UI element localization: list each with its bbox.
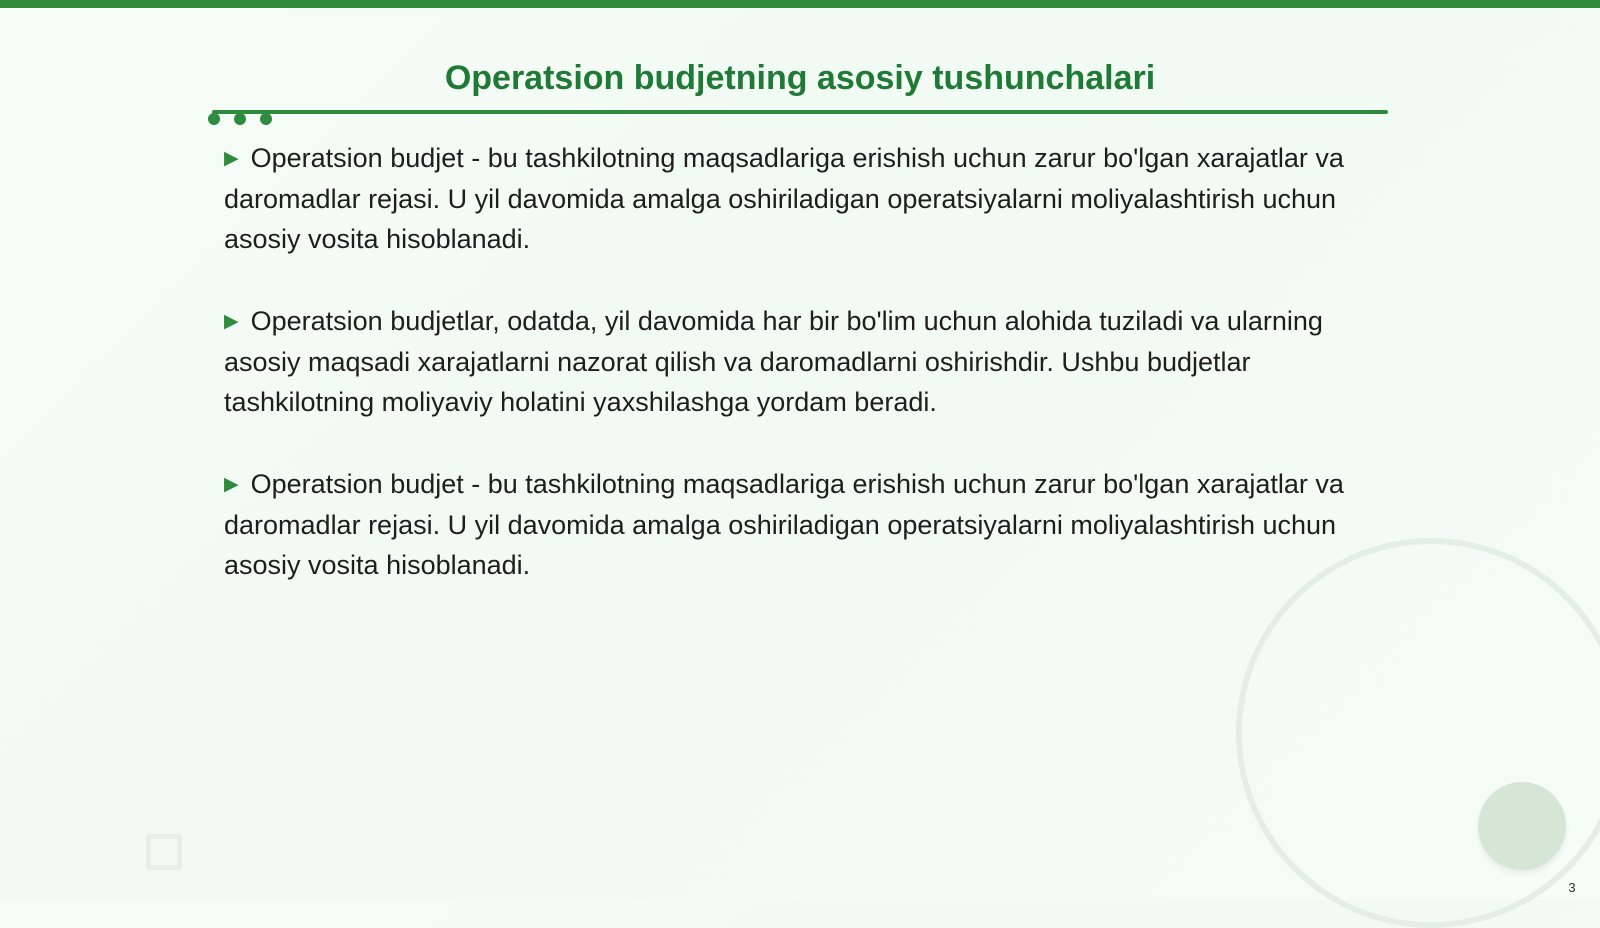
decorative-ring: [1236, 538, 1600, 928]
underline-dot: [234, 113, 246, 125]
decorative-circle: [1478, 782, 1566, 870]
underline-dot: [208, 113, 220, 125]
paragraph-text: Operatsion budjetlar, odatda, yil davomida har bir bo'lim uchun alohida tuziladi va ularning asosiy maqsadi xarajatlarni nazorat qilish va daromadlarni oshirishdir. Ushbu budjetlar tashkilotning moliyaviy holatini yaxshilashga yordam beradi.: [224, 306, 1323, 417]
paragraph-text: Operatsion budjet - bu tashkilotning maqsadlariga erishish uchun zarur bo'lgan xarajatlar va daromadlar rejasi. U yil davomida amalga oshiriladigan operatsiyalarni moliyalashtirish uchun asosiy vosita hisoblanadi.: [224, 469, 1344, 580]
paragraph-text: Operatsion budjet - bu tashkilotning maqsadlariga erishish uchun zarur bo'lgan xarajatlar va daromadlar rejasi. U yil davomida amalga oshiriladigan operatsiyalarni moliyalashtirish uchun asosiy vosita hisoblanadi.: [224, 143, 1344, 254]
title-underline: [212, 110, 1388, 114]
decorative-square: [146, 834, 182, 870]
page-number: 3: [1568, 880, 1576, 895]
bullet-arrow-icon: ▶: [224, 148, 239, 169]
underline-dot: [260, 113, 272, 125]
slide-body: [224, 138, 1384, 627]
bullet-paragraph: [224, 138, 1384, 259]
top-accent-bar: [0, 0, 1600, 8]
bullet-paragraph: [224, 301, 1384, 422]
bullet-arrow-icon: ▶: [224, 474, 239, 495]
slide-title: Operatsion budjetning asosiy tushunchalari: [444, 59, 1156, 97]
bullet-paragraph: [224, 464, 1384, 585]
bullet-arrow-icon: ▶: [224, 311, 239, 332]
